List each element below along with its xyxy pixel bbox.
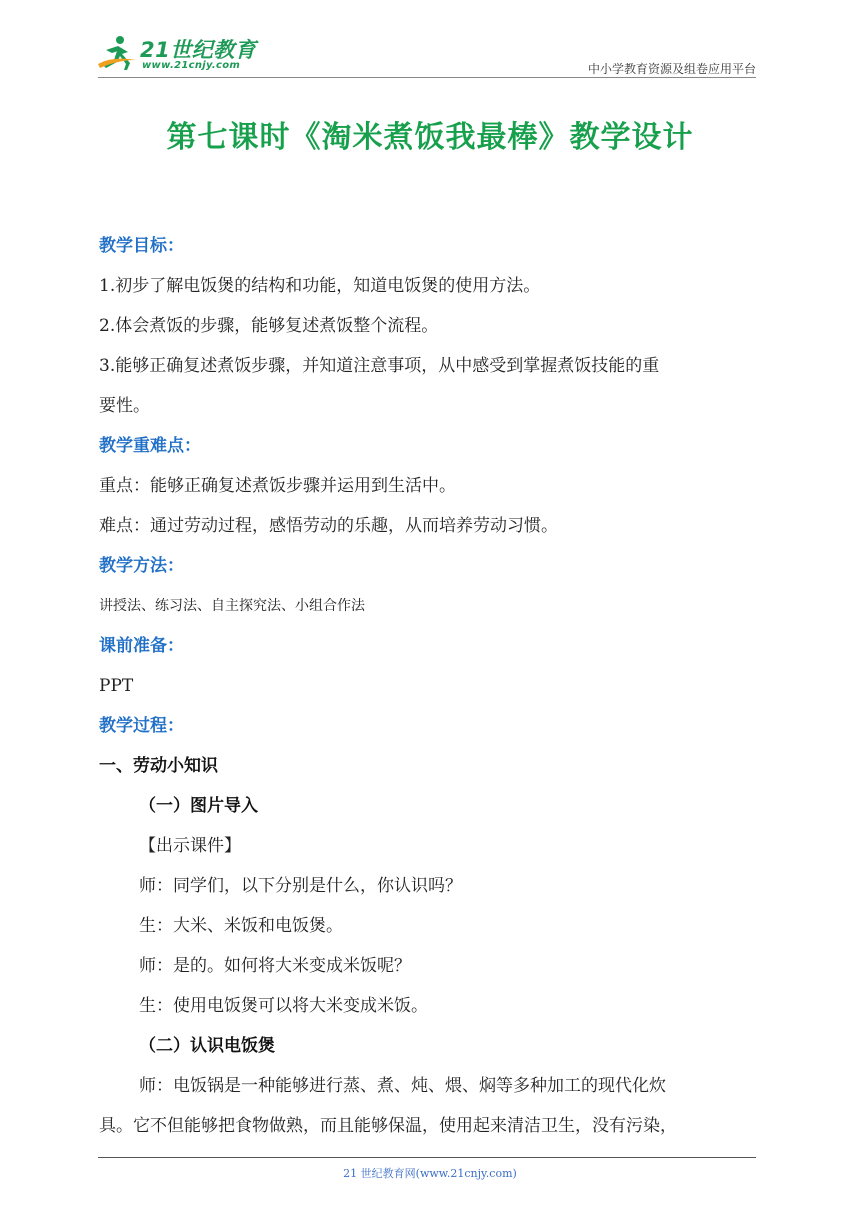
goal-item: 3.能够正确复述煮饭步骤，并知道注意事项，从中感受到掌握煮饭技能的重 xyxy=(99,356,660,376)
dialogue-line: 生：大米、米饭和电饭煲。 xyxy=(139,916,343,936)
header-divider xyxy=(98,77,756,78)
prep-text: PPT xyxy=(99,676,134,696)
runner-logo-icon xyxy=(98,34,138,72)
page-footer: 21 世纪教育网(www.21cnjy.com) xyxy=(343,1167,517,1180)
goal-item-continued: 要性。 xyxy=(99,396,150,416)
dialogue-line: 师：是的。如何将大米变成米饭呢？ xyxy=(139,956,411,976)
dialogue-line: 师：同学们，以下分别是什么，你认识吗？ xyxy=(139,876,462,896)
section-heading-goals: 教学目标： xyxy=(99,236,184,256)
methods-text: 讲授法、练习法、自主探究法、小组合作法 xyxy=(99,598,365,614)
keypoint-item: 难点：通过劳动过程，感悟劳动的乐趣，从而培养劳动习惯。 xyxy=(99,516,558,536)
logo-url: www.21cnjy.com xyxy=(142,60,241,71)
section-heading-prep: 课前准备： xyxy=(99,636,184,656)
document-title: 第七课时《淘米煮饭我最棒》教学设计 xyxy=(166,120,694,155)
footer-divider xyxy=(98,1157,756,1158)
section-heading-keypoints: 教学重难点： xyxy=(99,436,201,456)
dialogue-line: 生：使用电饭煲可以将大米变成米饭。 xyxy=(139,996,428,1016)
platform-name: 中小学教育资源及组卷应用平台 xyxy=(587,62,756,76)
goal-item: 1.初步了解电饭煲的结构和功能，知道电饭煲的使用方法。 xyxy=(99,276,541,296)
process-sub-heading: （一）图片导入 xyxy=(139,796,258,816)
section-heading-process: 教学过程： xyxy=(99,716,184,736)
process-part-heading: 一、劳动小知识 xyxy=(99,756,218,776)
paragraph-line: 具。它不但能够把食物做熟，而且能够保温，使用起来清洁卫生，没有污染， xyxy=(99,1116,677,1136)
process-sub-heading: （二）认识电饭煲 xyxy=(139,1036,275,1056)
paragraph-line: 师：电饭锅是一种能够进行蒸、煮、炖、煨、焖等多种加工的现代化炊 xyxy=(139,1076,666,1096)
logo-text: 21世纪教育 xyxy=(140,38,257,62)
keypoint-item: 重点：能够正确复述煮饭步骤并运用到生活中。 xyxy=(99,476,456,496)
document-body xyxy=(99,226,761,1146)
page-header xyxy=(98,32,756,80)
logo xyxy=(98,32,268,76)
dialogue-line: 【出示课件】 xyxy=(139,836,241,856)
section-heading-methods: 教学方法： xyxy=(99,556,184,576)
goal-item: 2.体会煮饭的步骤，能够复述煮饭整个流程。 xyxy=(99,316,439,336)
